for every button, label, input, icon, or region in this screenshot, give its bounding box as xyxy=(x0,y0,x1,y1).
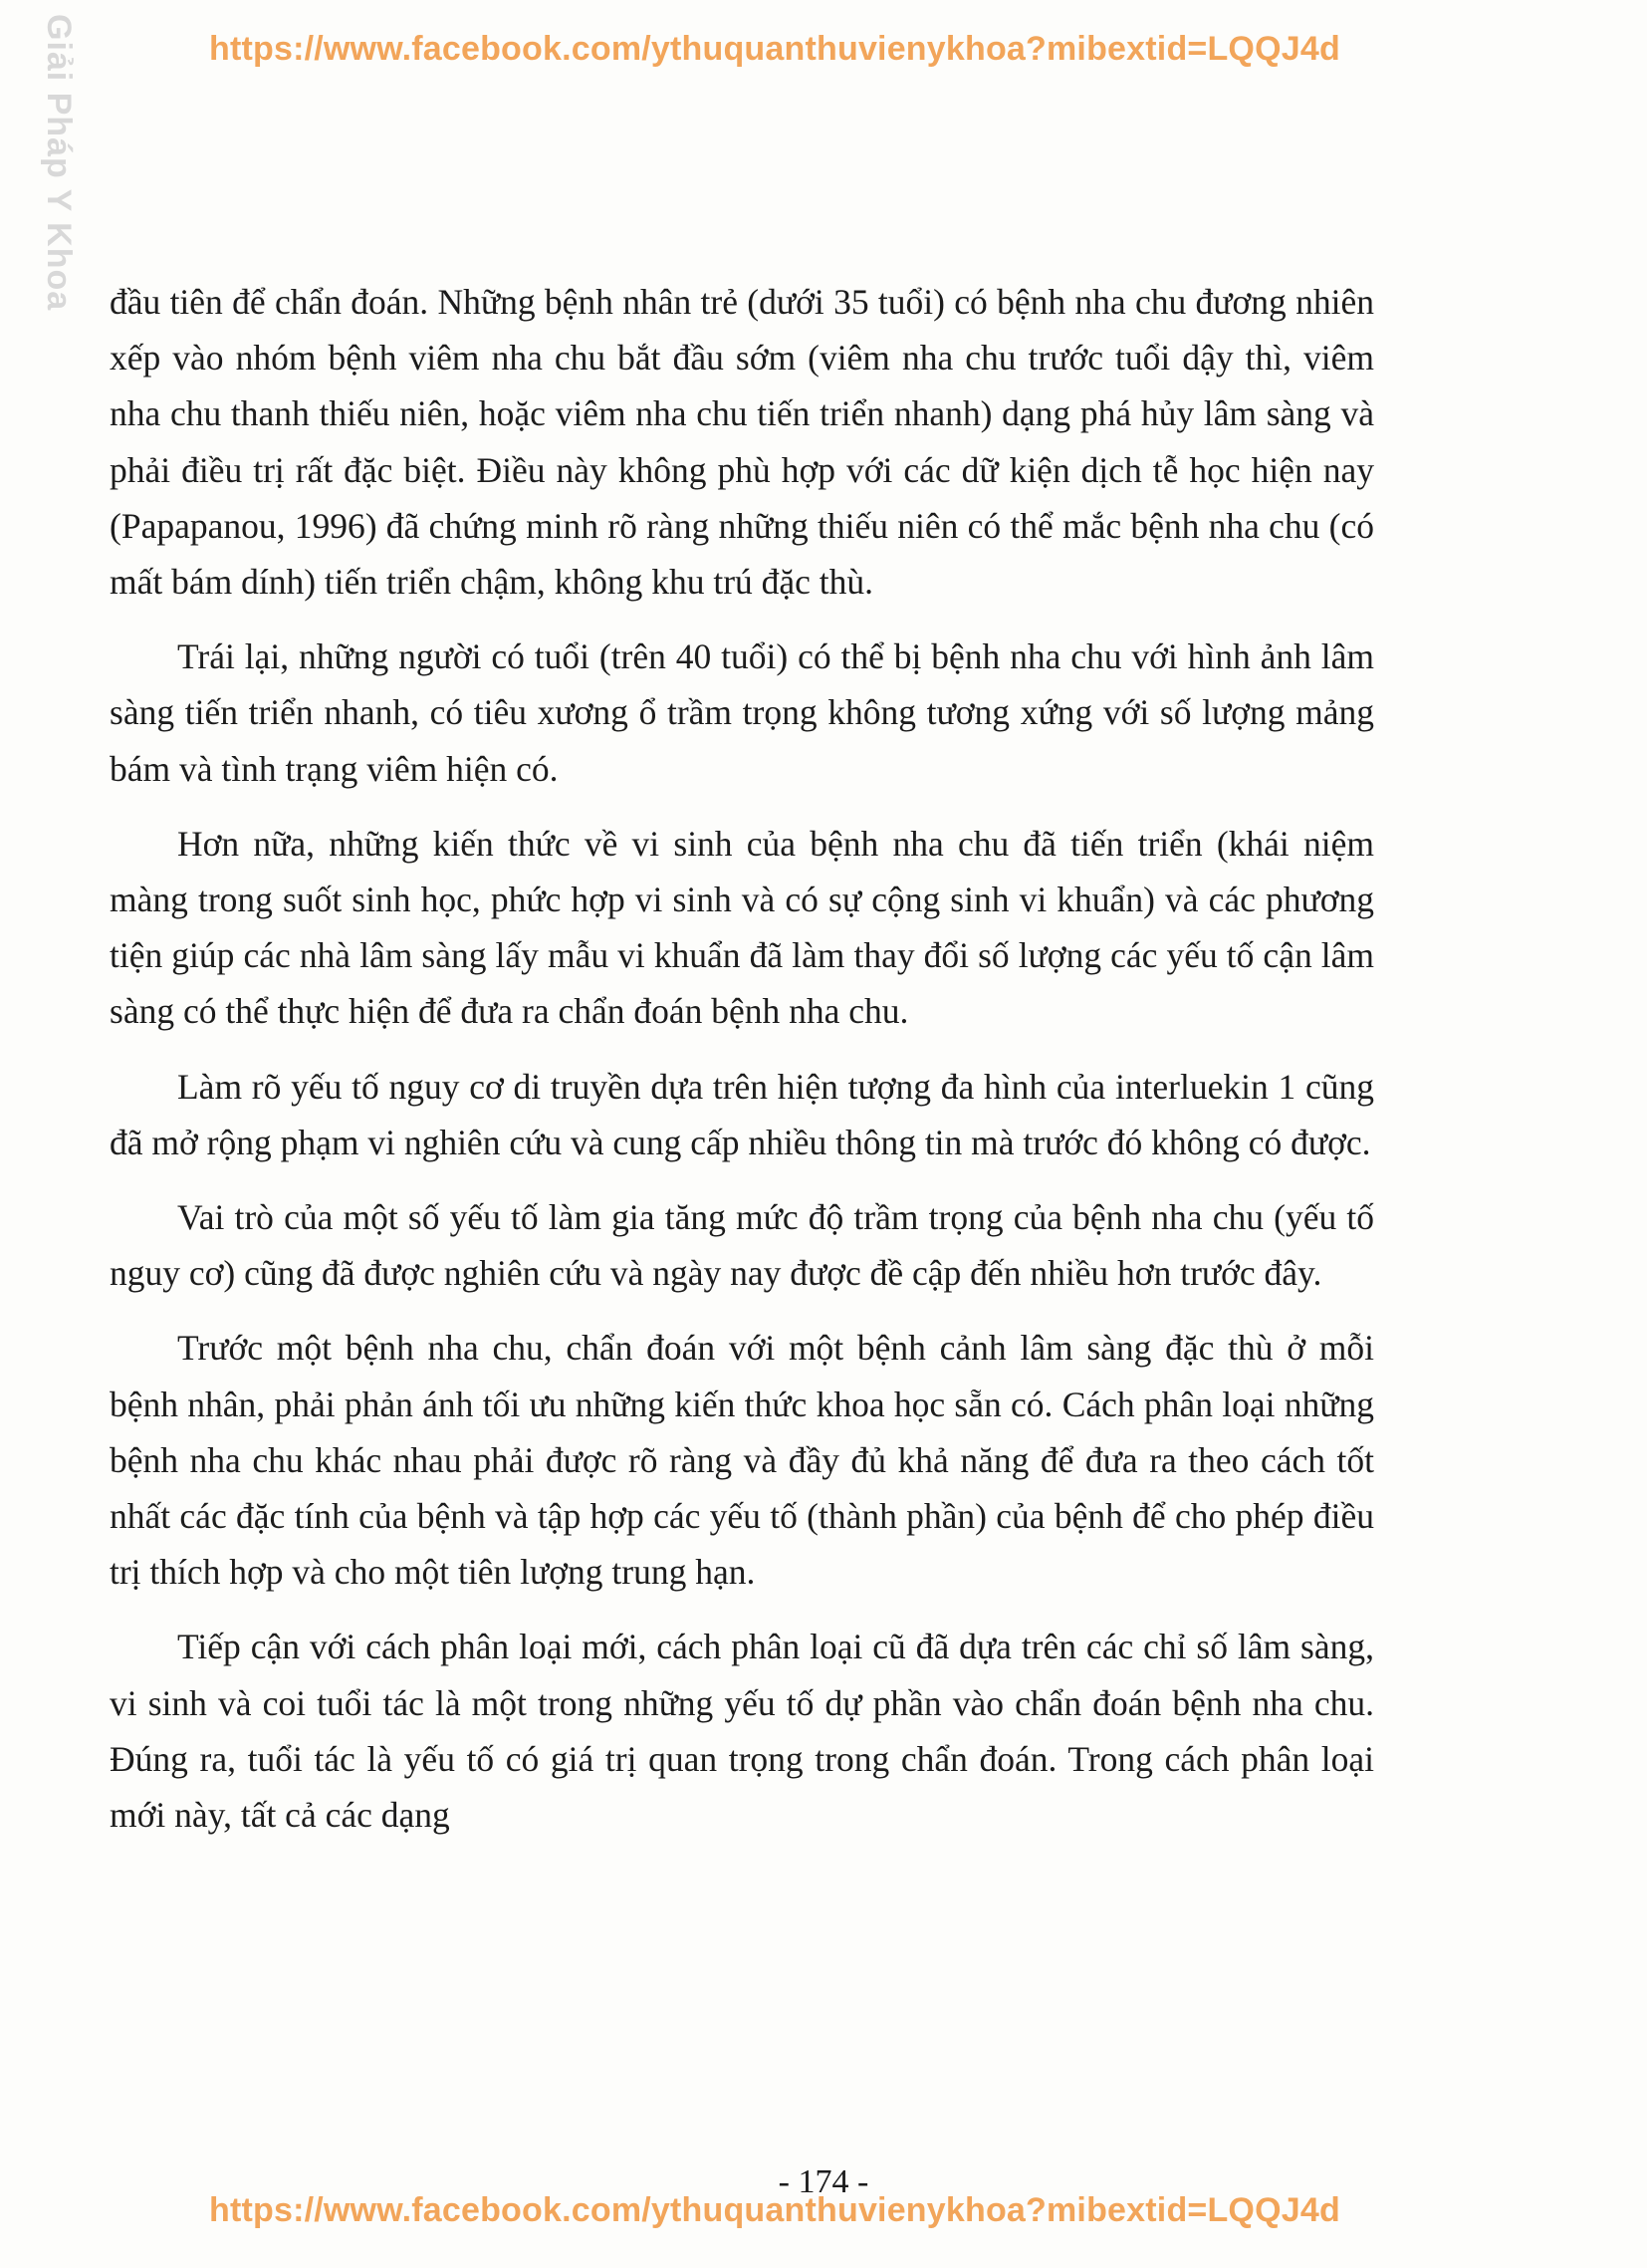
paragraph-6: Trước một bệnh nha chu, chẩn đoán với một bệnh cảnh lâm sàng đặc thù ở mỗi bệnh nhân, phải phản ánh tối ưu những kiến thức khoa học sẵn có. Cách phân loại những bệnh nha chu khác nhau phải được rõ ràng và đầy đủ khả năng để đưa ra theo cách tốt nhất các đặc tính của bệnh và tập hợp các yếu tố (thành phần) của bệnh để cho phép điều trị thích hợp và cho một tiên lượng trung hạn. xyxy=(110,1328,1374,1593)
paragraph-1: đầu tiên để chẩn đoán. Những bệnh nhân trẻ (dưới 35 tuổi) có bệnh nha chu đương nhiên xếp vào nhóm bệnh viêm nha chu bắt đầu sớm (viêm nha chu trước tuổi dậy thì, viêm nha chu thanh thiếu niên, hoặc viêm nha chu tiến triển nhanh) dạng phá hủy lâm sàng và phải điều trị rất đặc biệt. Điều này không phù hợp với các dữ kiện dịch tễ học hiện nay (Papapanou, 1996) đã chứng minh rõ ràng những thiếu niên có thể mắc bệnh nha chu (có mất bám dính) tiến triển chậm, không khu trú đặc thù. xyxy=(110,282,1374,603)
paragraph-7: Tiếp cận với cách phân loại mới, cách phân loại cũ đã dựa trên các chỉ số lâm sàng, vi sinh và coi tuổi tác là một trong những yếu tố dự phần vào chẩn đoán bệnh nha chu. Đúng ra, tuổi tác là yếu tố có giá trị quan trọng trong chẩn đoán. Trong cách phân loại mới này, tất cả các dạng xyxy=(110,1627,1374,1836)
paragraph-3: Hơn nữa, những kiến thức về vi sinh của bệnh nha chu đã tiến triển (khái niệm màng trong suốt sinh học, phức hợp vi sinh và có sự cộng sinh vi khuẩn) và các phương tiện giúp các nhà lâm sàng lấy mẫu vi khuẩn đã làm thay đổi số lượng các yếu tố cận lâm sàng có thể thực hiện để đưa ra chẩn đoán bệnh nha chu. xyxy=(110,823,1374,1032)
body-text xyxy=(110,274,1374,1862)
page-number: - 174 - xyxy=(778,2163,869,2200)
footer-facebook-link[interactable]: https://www.facebook.com/ythuquanthuvienykhoa?mibextid=LQQJ4d xyxy=(209,2191,1340,2229)
paragraph-4: Làm rõ yếu tố nguy cơ di truyền dựa trên hiện tượng đa hình của interluekin 1 cũng đã mở rộng phạm vi nghiên cứu và cung cấp nhiều thông tin mà trước đó không có được. xyxy=(110,1066,1374,1162)
paragraph-2: Trái lại, những người có tuổi (trên 40 tuổi) có thể bị bệnh nha chu với hình ảnh lâm sàng tiến triển nhanh, có tiêu xương ổ trầm trọng không tương xứng với số lượng mảng bám và tình trạng viêm hiện có. xyxy=(110,636,1374,789)
side-watermark: Giải Pháp Y Khoa xyxy=(40,14,78,312)
header-facebook-link[interactable]: https://www.facebook.com/ythuquanthuvienykhoa?mibextid=LQQJ4d xyxy=(209,30,1340,68)
paragraph-5: Vai trò của một số yếu tố làm gia tăng mức độ trầm trọng của bệnh nha chu (yếu tố nguy cơ) cũng đã được nghiên cứu và ngày nay được đề cập đến nhiều hơn trước đây. xyxy=(110,1197,1374,1294)
